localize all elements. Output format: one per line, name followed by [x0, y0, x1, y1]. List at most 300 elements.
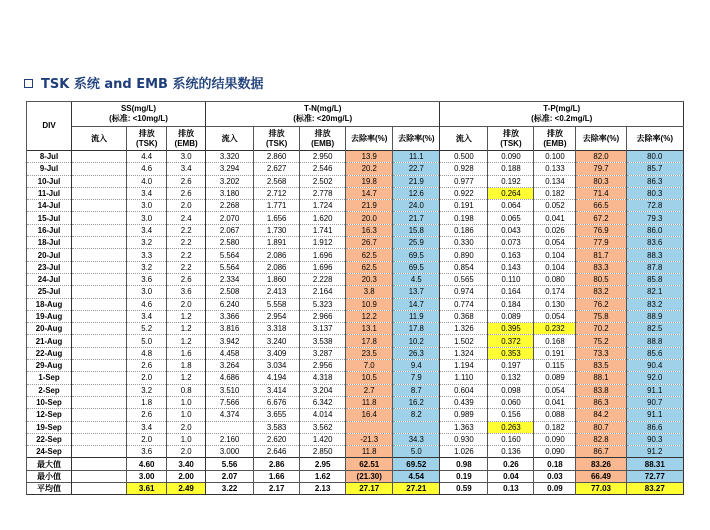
- header-row-sub: [27, 127, 684, 151]
- summary-cell: 4.60: [127, 458, 167, 470]
- row-date: 平均值: [27, 483, 72, 495]
- row-date: 19-Sep: [27, 421, 72, 433]
- data-cell: 1.2: [167, 372, 206, 384]
- col-tn-inflow: 流入: [206, 127, 254, 151]
- data-cell: 2.546: [300, 163, 346, 175]
- table-row: [27, 163, 684, 175]
- data-cell: [72, 175, 127, 187]
- data-cell: 80.7: [576, 421, 626, 433]
- data-cell: 3.3: [127, 249, 167, 261]
- data-cell: 1.0: [167, 409, 206, 421]
- data-cell: 70.2: [576, 323, 626, 335]
- data-cell: 1.8: [127, 396, 167, 408]
- data-cell: [72, 261, 127, 273]
- data-cell: [72, 360, 127, 372]
- data-cell: 0.060: [488, 396, 534, 408]
- data-cell: 0.192: [488, 175, 534, 187]
- data-cell: 82.5: [626, 323, 683, 335]
- summary-cell: 2.00: [167, 470, 206, 482]
- data-cell: 3.562: [300, 421, 346, 433]
- data-cell: 0.160: [488, 433, 534, 445]
- data-cell: 3.4: [127, 310, 167, 322]
- table-row: [27, 323, 684, 335]
- summary-cell: 0.09: [534, 483, 576, 495]
- data-cell: 1.026: [440, 446, 488, 458]
- summary-cell: [72, 483, 127, 495]
- data-cell: 75.2: [576, 335, 626, 347]
- data-cell: 0.922: [440, 187, 488, 199]
- data-cell: 0.156: [488, 409, 534, 421]
- data-cell: 0.054: [534, 384, 576, 396]
- data-cell: 1.8: [167, 360, 206, 372]
- summary-cell: 2.17: [254, 483, 300, 495]
- table-row: [27, 237, 684, 249]
- col-tp-tsk: 排放 (TSK): [488, 127, 534, 151]
- data-cell: 90.4: [626, 360, 683, 372]
- data-cell: [72, 286, 127, 298]
- data-cell: 6.240: [206, 298, 254, 310]
- data-cell: 5.558: [254, 298, 300, 310]
- col-tn-tsk: 排放 (TSK): [254, 127, 300, 151]
- data-cell: 62.5: [346, 261, 393, 273]
- data-cell: 4.686: [206, 372, 254, 384]
- data-cell: 0.191: [534, 347, 576, 359]
- data-cell: 3.6: [127, 273, 167, 285]
- row-date: 最小值: [27, 470, 72, 482]
- data-cell: 86.3: [576, 396, 626, 408]
- data-cell: 90.3: [626, 433, 683, 445]
- data-cell: 0.395: [488, 323, 534, 335]
- row-date: 22-Sep: [27, 433, 72, 445]
- data-cell: 0.065: [488, 212, 534, 224]
- data-cell: 2.580: [206, 237, 254, 249]
- data-cell: 83.6: [626, 237, 683, 249]
- data-cell: 79.3: [626, 212, 683, 224]
- data-cell: 2.627: [254, 163, 300, 175]
- summary-cell: 72.77: [626, 470, 683, 482]
- data-cell: 1.0: [167, 396, 206, 408]
- data-cell: 7.9: [393, 372, 440, 384]
- data-cell: 62.5: [346, 249, 393, 261]
- data-cell: 92.0: [626, 372, 683, 384]
- data-cell: 0.930: [440, 433, 488, 445]
- summary-cell: 62.51: [346, 458, 393, 470]
- table-row: [27, 446, 684, 458]
- data-cell: 2.2: [167, 224, 206, 236]
- data-cell: 21.9: [346, 200, 393, 212]
- data-cell: 13.7: [393, 286, 440, 298]
- data-cell: 2.850: [300, 446, 346, 458]
- data-cell: [72, 237, 127, 249]
- data-cell: 86.0: [626, 224, 683, 236]
- data-cell: 19.8: [346, 175, 393, 187]
- data-cell: 3.0: [127, 212, 167, 224]
- data-cell: 0.115: [534, 360, 576, 372]
- data-cell: 1.620: [300, 212, 346, 224]
- data-cell: 2.646: [254, 446, 300, 458]
- data-cell: 2.2: [167, 249, 206, 261]
- summary-row: [27, 483, 684, 495]
- data-cell: 13.1: [346, 323, 393, 335]
- data-cell: 0.174: [534, 286, 576, 298]
- results-table: [26, 101, 684, 495]
- table-row: [27, 224, 684, 236]
- data-cell: 3.240: [254, 335, 300, 347]
- data-cell: [72, 384, 127, 396]
- data-cell: 2.568: [254, 175, 300, 187]
- data-cell: 0.182: [534, 187, 576, 199]
- data-cell: 2.502: [300, 175, 346, 187]
- data-cell: [206, 421, 254, 433]
- data-cell: 4.318: [300, 372, 346, 384]
- data-cell: [72, 187, 127, 199]
- summary-row: [27, 470, 684, 482]
- table-row: [27, 433, 684, 445]
- data-cell: 3.034: [254, 360, 300, 372]
- row-date: 23-Jul: [27, 261, 72, 273]
- data-cell: 2.6: [167, 187, 206, 199]
- data-cell: 82.8: [576, 433, 626, 445]
- data-cell: 80.3: [626, 187, 683, 199]
- data-cell: 0.264: [488, 187, 534, 199]
- data-cell: 4.458: [206, 347, 254, 359]
- data-cell: 4.014: [300, 409, 346, 421]
- div-header: DIV: [27, 102, 72, 151]
- data-cell: 4.6: [127, 298, 167, 310]
- data-cell: 2.0: [167, 200, 206, 212]
- data-cell: [72, 224, 127, 236]
- row-date: 8-Jul: [27, 151, 72, 163]
- table-row: [27, 310, 684, 322]
- table-row: [27, 347, 684, 359]
- data-cell: 66.5: [576, 200, 626, 212]
- col-tp-emb: 排放 (EMB): [534, 127, 576, 151]
- data-cell: 88.9: [626, 310, 683, 322]
- data-cell: 0.186: [440, 224, 488, 236]
- data-cell: 3.583: [254, 421, 300, 433]
- row-date: 24-Jul: [27, 273, 72, 285]
- data-cell: 2.0: [167, 298, 206, 310]
- data-cell: 2.956: [300, 360, 346, 372]
- row-date: 24-Sep: [27, 446, 72, 458]
- data-cell: 2.508: [206, 286, 254, 298]
- summary-cell: [72, 458, 127, 470]
- data-cell: 12.6: [393, 187, 440, 199]
- col-ss-tsk: 排放 (TSK): [127, 127, 167, 151]
- data-cell: 5.323: [300, 298, 346, 310]
- data-cell: 82.0: [576, 151, 626, 163]
- data-cell: 2.860: [254, 151, 300, 163]
- data-cell: 2.7: [346, 384, 393, 396]
- data-cell: 1.696: [300, 249, 346, 261]
- data-cell: 0.168: [534, 335, 576, 347]
- data-cell: 2.2: [167, 261, 206, 273]
- data-cell: 1.912: [300, 237, 346, 249]
- data-cell: 4.4: [127, 151, 167, 163]
- data-cell: 3.318: [254, 323, 300, 335]
- row-date: 10-Sep: [27, 396, 72, 408]
- data-cell: 5.2: [127, 323, 167, 335]
- data-cell: 69.5: [393, 249, 440, 261]
- data-cell: 1.110: [440, 372, 488, 384]
- data-cell: 76.9: [576, 224, 626, 236]
- row-date: 12-Sep: [27, 409, 72, 421]
- row-date: 29-Aug: [27, 360, 72, 372]
- summary-cell: 0.59: [440, 483, 488, 495]
- data-cell: 2.0: [167, 421, 206, 433]
- summary-cell: 66.49: [576, 470, 626, 482]
- data-cell: 2.6: [127, 360, 167, 372]
- data-cell: 20.3: [346, 273, 393, 285]
- data-cell: 3.287: [300, 347, 346, 359]
- summary-cell: 2.86: [254, 458, 300, 470]
- data-cell: 2.620: [254, 433, 300, 445]
- data-cell: 11.8: [346, 446, 393, 458]
- data-cell: 80.3: [576, 175, 626, 187]
- col-tn-emb: 排放 (EMB): [300, 127, 346, 151]
- data-cell: [72, 335, 127, 347]
- summary-cell: 83.26: [576, 458, 626, 470]
- group-header: SS(mg/L) (标准: <10mg/L): [72, 102, 206, 127]
- data-cell: 7.0: [346, 360, 393, 372]
- data-cell: 0.136: [488, 446, 534, 458]
- data-cell: 4.194: [254, 372, 300, 384]
- data-cell: 0.604: [440, 384, 488, 396]
- table-row: [27, 261, 684, 273]
- summary-cell: 1.62: [300, 470, 346, 482]
- col-ss-emb: 排放 (EMB): [167, 127, 206, 151]
- data-cell: 1.420: [300, 433, 346, 445]
- data-cell: 2.0: [167, 446, 206, 458]
- table-row: [27, 175, 684, 187]
- data-cell: 3.4: [127, 187, 167, 199]
- data-cell: 0.565: [440, 273, 488, 285]
- data-cell: 6.342: [300, 396, 346, 408]
- summary-cell: 5.56: [206, 458, 254, 470]
- data-cell: 14.7: [393, 298, 440, 310]
- data-cell: [346, 421, 393, 433]
- data-cell: 4.374: [206, 409, 254, 421]
- data-cell: 0.133: [534, 163, 576, 175]
- data-cell: 17.8: [393, 323, 440, 335]
- data-cell: 83.2: [626, 298, 683, 310]
- data-cell: 83.3: [576, 261, 626, 273]
- data-cell: [72, 212, 127, 224]
- data-cell: 9.4: [393, 360, 440, 372]
- data-cell: 83.2: [576, 286, 626, 298]
- data-cell: 4.0: [127, 175, 167, 187]
- data-cell: 0.197: [488, 360, 534, 372]
- data-cell: 86.7: [576, 446, 626, 458]
- summary-cell: 69.52: [393, 458, 440, 470]
- data-cell: 3.414: [254, 384, 300, 396]
- data-cell: 2.070: [206, 212, 254, 224]
- data-cell: 3.655: [254, 409, 300, 421]
- data-cell: 3.2: [127, 261, 167, 273]
- table-row: [27, 187, 684, 199]
- data-cell: 2.778: [300, 187, 346, 199]
- data-cell: 2.067: [206, 224, 254, 236]
- summary-cell: 0.26: [488, 458, 534, 470]
- data-cell: 5.0: [127, 335, 167, 347]
- data-cell: 84.2: [576, 409, 626, 421]
- data-cell: 0.110: [488, 273, 534, 285]
- table-row: [27, 409, 684, 421]
- data-cell: 1.656: [254, 212, 300, 224]
- row-date: 18-Jul: [27, 237, 72, 249]
- summary-cell: 3.22: [206, 483, 254, 495]
- row-date: 9-Jul: [27, 163, 72, 175]
- col-tp-inflow: 流入: [440, 127, 488, 151]
- table-row: [27, 384, 684, 396]
- data-cell: 10.5: [346, 372, 393, 384]
- data-cell: 3.2: [127, 384, 167, 396]
- data-cell: 2.164: [300, 286, 346, 298]
- data-cell: 3.0: [127, 200, 167, 212]
- data-cell: 0.164: [488, 286, 534, 298]
- data-cell: 3.409: [254, 347, 300, 359]
- data-cell: 2.2: [167, 237, 206, 249]
- data-cell: 0.974: [440, 286, 488, 298]
- data-cell: 73.3: [576, 347, 626, 359]
- data-cell: 20.0: [346, 212, 393, 224]
- data-cell: 3.180: [206, 187, 254, 199]
- summary-cell: 0.13: [488, 483, 534, 495]
- table-row: [27, 335, 684, 347]
- data-cell: 81.7: [576, 249, 626, 261]
- data-cell: 88.3: [626, 249, 683, 261]
- data-cell: 88.1: [576, 372, 626, 384]
- section-heading: [24, 73, 263, 92]
- data-cell: 2.0: [127, 372, 167, 384]
- row-date: 20-Aug: [27, 323, 72, 335]
- table-row: [27, 396, 684, 408]
- row-date: 16-Jul: [27, 224, 72, 236]
- summary-cell: [72, 470, 127, 482]
- data-cell: 0.088: [534, 409, 576, 421]
- data-cell: 86.6: [626, 421, 683, 433]
- data-cell: [72, 151, 127, 163]
- data-cell: 79.7: [576, 163, 626, 175]
- data-cell: 14.7: [346, 187, 393, 199]
- data-cell: 3.320: [206, 151, 254, 163]
- data-cell: 1.363: [440, 421, 488, 433]
- data-cell: 0.143: [488, 261, 534, 273]
- summary-cell: 3.40: [167, 458, 206, 470]
- data-cell: 3.4: [127, 421, 167, 433]
- data-cell: 1.696: [300, 261, 346, 273]
- data-cell: 2.086: [254, 261, 300, 273]
- data-cell: 3.202: [206, 175, 254, 187]
- data-cell: 2.6: [127, 409, 167, 421]
- data-cell: 0.090: [534, 446, 576, 458]
- data-cell: 0.089: [534, 372, 576, 384]
- data-cell: 85.6: [626, 347, 683, 359]
- group-header: T-N(mg/L) (标准: <20mg/L): [206, 102, 440, 127]
- summary-cell: (21.30): [346, 470, 393, 482]
- data-cell: 26.7: [346, 237, 393, 249]
- data-cell: [72, 396, 127, 408]
- table-row: [27, 249, 684, 261]
- data-cell: 3.2: [127, 237, 167, 249]
- data-cell: 0.928: [440, 163, 488, 175]
- data-cell: 0.439: [440, 396, 488, 408]
- data-cell: [72, 347, 127, 359]
- data-cell: 2.954: [254, 310, 300, 322]
- row-date: 20-Jul: [27, 249, 72, 261]
- data-cell: 0.043: [488, 224, 534, 236]
- row-date: 1-Sep: [27, 372, 72, 384]
- data-cell: 91.1: [626, 409, 683, 421]
- heading-text: TSK 系统 and EMB 系统的结果数据: [41, 77, 264, 92]
- data-cell: 1.502: [440, 335, 488, 347]
- data-cell: 0.977: [440, 175, 488, 187]
- data-cell: 8.7: [393, 384, 440, 396]
- data-cell: 5.564: [206, 261, 254, 273]
- data-cell: 0.100: [534, 151, 576, 163]
- data-cell: 3.366: [206, 310, 254, 322]
- row-date: 15-Jul: [27, 212, 72, 224]
- table-row: [27, 360, 684, 372]
- data-cell: 69.5: [393, 261, 440, 273]
- data-cell: 0.184: [488, 298, 534, 310]
- data-cell: 80.0: [626, 151, 683, 163]
- data-cell: 0.054: [534, 310, 576, 322]
- data-cell: 0.182: [534, 421, 576, 433]
- data-cell: 1.891: [254, 237, 300, 249]
- data-cell: 0.890: [440, 249, 488, 261]
- data-cell: 0.163: [488, 249, 534, 261]
- data-cell: 77.9: [576, 237, 626, 249]
- data-cell: [72, 249, 127, 261]
- data-cell: 2.160: [206, 433, 254, 445]
- data-cell: 0.368: [440, 310, 488, 322]
- data-cell: 16.4: [346, 409, 393, 421]
- data-cell: 87.8: [626, 261, 683, 273]
- summary-cell: 4.54: [393, 470, 440, 482]
- data-cell: 0.989: [440, 409, 488, 421]
- data-cell: 16.2: [393, 396, 440, 408]
- data-cell: 3.0: [127, 286, 167, 298]
- data-cell: 1.6: [167, 347, 206, 359]
- data-cell: 0.854: [440, 261, 488, 273]
- summary-cell: 2.95: [300, 458, 346, 470]
- data-cell: 6.676: [254, 396, 300, 408]
- data-cell: 4.8: [127, 347, 167, 359]
- data-cell: 20.2: [346, 163, 393, 175]
- data-cell: [72, 421, 127, 433]
- summary-cell: 0.04: [488, 470, 534, 482]
- data-cell: [72, 200, 127, 212]
- data-cell: 4.5: [393, 273, 440, 285]
- summary-cell: 2.07: [206, 470, 254, 482]
- data-cell: 0.134: [534, 175, 576, 187]
- data-cell: 2.086: [254, 249, 300, 261]
- data-cell: 5.564: [206, 249, 254, 261]
- data-cell: 0.090: [534, 433, 576, 445]
- summary-row: [27, 458, 684, 470]
- data-cell: 0.353: [488, 347, 534, 359]
- data-cell: 1.324: [440, 347, 488, 359]
- data-cell: 1.0: [167, 433, 206, 445]
- data-cell: 0.064: [488, 200, 534, 212]
- data-cell: [72, 372, 127, 384]
- data-cell: 85.8: [626, 273, 683, 285]
- data-cell: [72, 163, 127, 175]
- summary-cell: 77.03: [576, 483, 626, 495]
- summary-cell: 0.98: [440, 458, 488, 470]
- data-cell: 0.104: [534, 249, 576, 261]
